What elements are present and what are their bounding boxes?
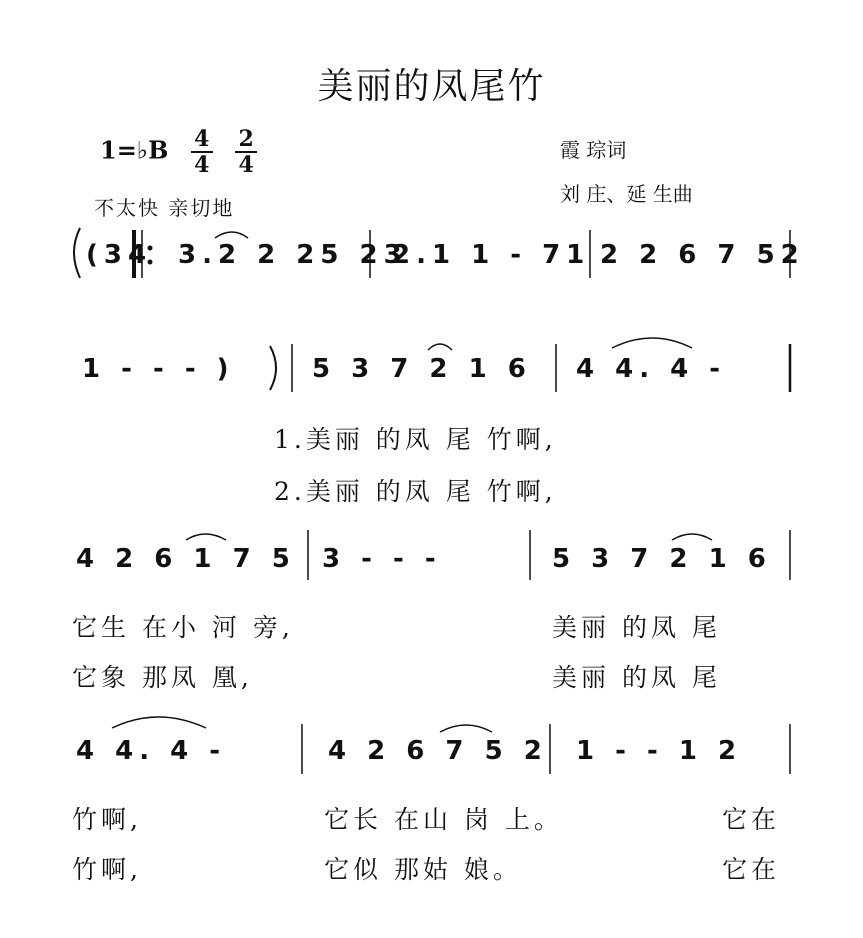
measure: 3.2 2 25 23 [178, 240, 408, 270]
key-label: 1=♭B [100, 135, 169, 165]
lyric-verse-1: 1.美丽 的凤 尾 竹啊, [274, 425, 557, 454]
measure: 4 4. 4 - [76, 736, 227, 766]
measure: 1 - - 1 2 [576, 736, 743, 766]
lyric-verse-2: 2.美丽 的凤 尾 竹啊, [274, 477, 557, 506]
lyric-verse-1: 它长 在山 岗 上。 [324, 805, 563, 834]
lyric-verse-1: 美丽 的凤 尾 [552, 613, 721, 642]
tempo-marking: 不太快 亲切地 [94, 196, 235, 220]
lyric-verse-2: 竹啊, [72, 855, 142, 884]
measure: 5 3 7 2 1 6 [552, 544, 772, 574]
measure: 2.1 1 - 71 [392, 240, 591, 270]
lyric-verse-1: 它在 [722, 805, 781, 834]
lyric-verse-1: 它生 在小 河 旁, [72, 613, 294, 642]
composer-credit: 刘 庄、延 生曲 [560, 182, 693, 206]
lyric-verse-2: 它在 [722, 855, 781, 884]
measure: 3 - - - [322, 544, 442, 574]
time-signature-1: $\frac{4}{4}$ [191, 128, 213, 176]
measure: 5 3 7 2 1 6 [312, 354, 532, 384]
lyric-verse-1: 竹啊, [72, 805, 142, 834]
measure: 4 2 6 7 5 2 [328, 736, 548, 766]
lyric-verse-2: 美丽 的凤 尾 [552, 663, 721, 692]
measure: 2 2 6 7 52 [600, 240, 805, 270]
measure: 4 4. 4 - [576, 354, 727, 384]
measure: 1 - - - ) [82, 354, 235, 384]
song-title: 美丽的凤尾竹 [317, 66, 546, 107]
measure: (34 [86, 240, 153, 270]
time-signature-2: $\frac{2}{4}$ [235, 128, 257, 176]
lyricist-credit: 霞 琮词 [560, 138, 627, 162]
lyric-verse-2: 它象 那凤 凰, [72, 663, 253, 692]
measure: 4 2 6 1 7 5 [76, 544, 296, 574]
lyric-verse-2: 它似 那姑 娘。 [324, 855, 522, 884]
